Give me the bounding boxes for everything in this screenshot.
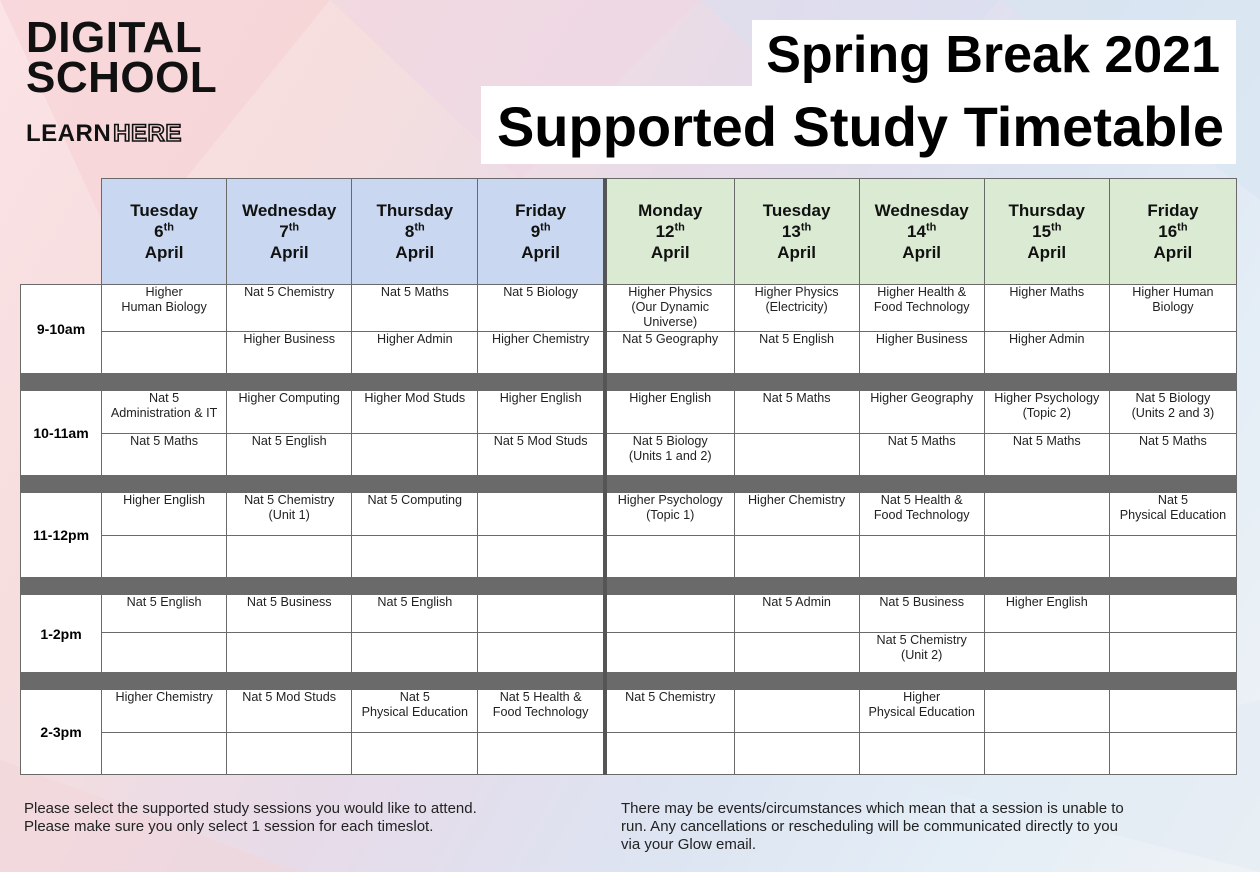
day-name: Tuesday: [130, 201, 198, 220]
separator-cell: [734, 578, 859, 595]
day-date: 7th: [279, 221, 300, 241]
separator-cell: [605, 673, 734, 690]
time-slot-label: 2-3pm: [21, 690, 102, 775]
day-date: 9th: [530, 221, 551, 241]
day-date: 6th: [154, 221, 175, 241]
separator-cell: [352, 476, 478, 493]
session-cell[interactable]: Nat 5 Computing: [352, 493, 478, 536]
session-cell[interactable]: [102, 633, 227, 673]
slot-separator: [21, 673, 1237, 690]
session-cell[interactable]: Nat 5 Chemistry: [227, 285, 352, 332]
day-header: [734, 179, 859, 285]
day-name: Monday: [638, 201, 703, 220]
session-cell[interactable]: [478, 536, 605, 578]
separator-cell: [984, 374, 1109, 391]
session-cell[interactable]: [734, 536, 859, 578]
session-cell[interactable]: Higher Physics (Our Dynamic Universe): [605, 285, 734, 332]
separator-cell: [984, 578, 1109, 595]
separator-cell: [984, 476, 1109, 493]
session-cell[interactable]: [859, 536, 984, 578]
session-cell[interactable]: Nat 5 Maths: [102, 434, 227, 476]
session-cell[interactable]: Nat 5 English: [734, 332, 859, 374]
corner-cell: [21, 179, 102, 285]
time-slot-label: 11-12pm: [21, 493, 102, 578]
session-cell[interactable]: Higher Chemistry: [478, 332, 605, 374]
separator-cell: [227, 374, 352, 391]
day-header: [478, 179, 605, 285]
session-cell[interactable]: [734, 733, 859, 775]
session-cell[interactable]: Nat 5 English: [352, 595, 478, 633]
session-cell[interactable]: Higher Admin: [352, 332, 478, 374]
separator-cell: [227, 673, 352, 690]
note-line: There may be events/circumstances which mean that a session is unable to: [621, 800, 1124, 817]
separator-cell: [21, 673, 102, 690]
separator-cell: [605, 374, 734, 391]
session-cell[interactable]: Nat 5 Mod Studs: [478, 434, 605, 476]
session-cell[interactable]: [984, 733, 1109, 775]
table-row: [21, 391, 1237, 434]
day-date: 15th: [1032, 221, 1062, 241]
session-cell[interactable]: [102, 536, 227, 578]
title-line-1: Spring Break 2021: [752, 20, 1236, 86]
logo-line-1: DIGITAL: [26, 13, 203, 62]
slot-separator: [21, 374, 1237, 391]
separator-cell: [352, 673, 478, 690]
separator-cell: [227, 578, 352, 595]
session-cell[interactable]: Higher English: [478, 391, 605, 434]
session-cell[interactable]: Nat 5 Geography: [605, 332, 734, 374]
separator-cell: [859, 578, 984, 595]
session-cell[interactable]: [478, 595, 605, 633]
table-row: [21, 595, 1237, 633]
session-cell[interactable]: [1109, 733, 1236, 775]
session-cell[interactable]: [478, 733, 605, 775]
session-cell[interactable]: Nat 5 Chemistry (Unit 2): [859, 633, 984, 673]
session-cell[interactable]: Nat 5 Maths: [734, 391, 859, 434]
session-cell[interactable]: [478, 493, 605, 536]
separator-cell: [352, 374, 478, 391]
time-slot-label: 9-10am: [21, 285, 102, 374]
separator-cell: [21, 578, 102, 595]
separator-cell: [102, 578, 227, 595]
session-cell[interactable]: [352, 536, 478, 578]
separator-cell: [478, 374, 605, 391]
title-line-2: Supported Study Timetable: [481, 86, 1236, 164]
day-date: 13th: [781, 221, 812, 241]
separator-cell: [1109, 578, 1236, 595]
session-cell[interactable]: Higher Maths: [984, 285, 1109, 332]
session-cell[interactable]: [102, 332, 227, 374]
session-cell[interactable]: [984, 536, 1109, 578]
note-line: run. Any cancellations or rescheduling will be communicated directly to you: [621, 818, 1118, 835]
day-name: Wednesday: [242, 201, 337, 220]
session-cell[interactable]: [352, 733, 478, 775]
logo-tagline-here: HERE: [113, 120, 182, 147]
session-cell[interactable]: Nat 5 Maths: [352, 285, 478, 332]
session-cell[interactable]: [605, 595, 734, 633]
separator-cell: [859, 673, 984, 690]
separator-cell: [21, 476, 102, 493]
session-cell[interactable]: [227, 733, 352, 775]
session-cell[interactable]: [1109, 536, 1236, 578]
session-cell[interactable]: [984, 633, 1109, 673]
session-cell[interactable]: Nat 5 Maths: [1109, 434, 1236, 476]
table-row: [21, 285, 1237, 332]
slot-separator: [21, 578, 1237, 595]
session-cell[interactable]: [1109, 690, 1236, 733]
session-cell[interactable]: [605, 633, 734, 673]
session-cell[interactable]: [859, 733, 984, 775]
day-header: [1109, 179, 1236, 285]
session-cell[interactable]: Nat 5 Biology (Units 2 and 3): [1109, 391, 1236, 434]
note-line: via your Glow email.: [621, 836, 757, 853]
session-cell[interactable]: Nat 5 Maths: [984, 434, 1109, 476]
separator-cell: [734, 673, 859, 690]
table-row: [21, 332, 1237, 374]
day-name: Friday: [1147, 201, 1199, 220]
day-month: April: [395, 243, 435, 262]
session-cell[interactable]: Nat 5 Business: [227, 595, 352, 633]
day-header: [984, 179, 1109, 285]
session-cell[interactable]: Nat 5 Biology (Units 1 and 2): [605, 434, 734, 476]
logo-tagline: [26, 120, 217, 148]
day-name: Thursday: [376, 201, 454, 220]
separator-cell: [102, 374, 227, 391]
session-cell[interactable]: [734, 690, 859, 733]
session-cell[interactable]: [984, 493, 1109, 536]
time-slot-label: 10-11am: [21, 391, 102, 476]
table-row: [21, 434, 1237, 476]
session-cell[interactable]: Higher Business: [859, 332, 984, 374]
session-cell[interactable]: [605, 733, 734, 775]
session-cell[interactable]: Higher Admin: [984, 332, 1109, 374]
day-header: [227, 179, 352, 285]
table-row: [21, 690, 1237, 733]
session-cell[interactable]: Nat 5 English: [102, 595, 227, 633]
separator-cell: [1109, 673, 1236, 690]
day-month: April: [1153, 243, 1193, 262]
session-cell[interactable]: Nat 5 Biology: [478, 285, 605, 332]
session-cell[interactable]: Higher Physics (Electricity): [734, 285, 859, 332]
day-name: Tuesday: [762, 201, 831, 220]
day-name: Thursday: [1008, 201, 1086, 220]
session-cell[interactable]: Higher Computing: [227, 391, 352, 434]
day-month: April: [777, 243, 816, 262]
logo-tagline-learn: LEARN: [26, 120, 112, 147]
day-header: [859, 179, 984, 285]
table-row: [21, 633, 1237, 673]
session-cell[interactable]: [734, 633, 859, 673]
session-cell[interactable]: Nat 5 Health & Food Technology: [859, 493, 984, 536]
table-row: [21, 493, 1237, 536]
session-cell[interactable]: Higher Psychology (Topic 1): [605, 493, 734, 536]
day-month: April: [902, 243, 942, 262]
session-cell[interactable]: Nat 5 Physical Education: [352, 690, 478, 733]
day-month: April: [269, 243, 309, 262]
day-header: [102, 179, 227, 285]
note-line: Please make sure you only select 1 session for each timeslot.: [24, 818, 434, 835]
session-cell[interactable]: Higher Physical Education: [859, 690, 984, 733]
session-cell[interactable]: [1109, 332, 1236, 374]
session-cell[interactable]: Higher Human Biology: [1109, 285, 1236, 332]
session-cell[interactable]: Nat 5 Mod Studs: [227, 690, 352, 733]
session-cell[interactable]: Higher Mod Studs: [352, 391, 478, 434]
day-month: April: [1027, 243, 1067, 262]
day-month: April: [521, 243, 560, 262]
separator-cell: [21, 374, 102, 391]
session-cell[interactable]: [227, 536, 352, 578]
session-cell[interactable]: Higher Human Biology: [102, 285, 227, 332]
session-cell[interactable]: [352, 434, 478, 476]
day-header: [605, 179, 734, 285]
day-month: April: [650, 243, 690, 262]
day-date: 14th: [907, 221, 937, 241]
separator-cell: [102, 476, 227, 493]
separator-cell: [227, 476, 352, 493]
separator-cell: [734, 374, 859, 391]
session-cell[interactable]: [478, 633, 605, 673]
table-row: [21, 536, 1237, 578]
session-cell[interactable]: Higher Chemistry: [734, 493, 859, 536]
day-date: 8th: [404, 221, 425, 241]
session-cell[interactable]: [1109, 595, 1236, 633]
separator-cell: [478, 476, 605, 493]
day-header: [352, 179, 478, 285]
separator-cell: [734, 476, 859, 493]
session-cell[interactable]: Nat 5 English: [227, 434, 352, 476]
day-header-row: [21, 179, 1237, 285]
separator-cell: [1109, 374, 1236, 391]
logo-line-2: SCHOOL: [26, 53, 218, 102]
session-cell[interactable]: [352, 633, 478, 673]
separator-cell: [859, 476, 984, 493]
session-cell[interactable]: Nat 5 Administration & IT: [102, 391, 227, 434]
separator-cell: [478, 673, 605, 690]
session-cell[interactable]: Higher Geography: [859, 391, 984, 434]
session-cell[interactable]: Higher English: [984, 595, 1109, 633]
separator-cell: [605, 578, 734, 595]
session-cell[interactable]: [605, 536, 734, 578]
day-name: Wednesday: [874, 201, 969, 220]
separator-cell: [1109, 476, 1236, 493]
session-cell[interactable]: Higher Health & Food Technology: [859, 285, 984, 332]
separator-cell: [859, 374, 984, 391]
session-cell[interactable]: Nat 5 Business: [859, 595, 984, 633]
day-name: Friday: [515, 201, 567, 220]
separator-cell: [352, 578, 478, 595]
session-cell[interactable]: [227, 633, 352, 673]
session-cell[interactable]: Nat 5 Admin: [734, 595, 859, 633]
note-line: Please select the supported study sessions you would like to attend.: [24, 800, 477, 817]
timetable: [20, 178, 1237, 775]
separator-cell: [605, 476, 734, 493]
session-cell[interactable]: Higher Psychology (Topic 2): [984, 391, 1109, 434]
separator-cell: [984, 673, 1109, 690]
slot-separator: [21, 476, 1237, 493]
session-cell[interactable]: [1109, 633, 1236, 673]
day-month: April: [144, 243, 184, 262]
digital-school-logo: [26, 13, 218, 148]
day-date: 16th: [1158, 221, 1188, 241]
session-cell[interactable]: Higher English: [605, 391, 734, 434]
session-cell[interactable]: [734, 434, 859, 476]
session-cell[interactable]: Higher Chemistry: [102, 690, 227, 733]
session-cell[interactable]: [102, 733, 227, 775]
session-cell[interactable]: [984, 690, 1109, 733]
notes-left: [24, 800, 477, 836]
separator-cell: [102, 673, 227, 690]
separator-cell: [478, 578, 605, 595]
session-cell[interactable]: Nat 5 Health & Food Technology: [478, 690, 605, 733]
notes-right: [621, 800, 1124, 854]
session-cell[interactable]: Nat 5 Physical Education: [1109, 493, 1236, 536]
session-cell[interactable]: Nat 5 Maths: [859, 434, 984, 476]
day-date: 12th: [655, 221, 685, 241]
session-cell[interactable]: Nat 5 Chemistry: [605, 690, 734, 733]
table-row: [21, 733, 1237, 775]
session-cell[interactable]: Higher English: [102, 493, 227, 536]
session-cell[interactable]: Higher Business: [227, 332, 352, 374]
time-slot-label: 1-2pm: [21, 595, 102, 673]
session-cell[interactable]: Nat 5 Chemistry (Unit 1): [227, 493, 352, 536]
